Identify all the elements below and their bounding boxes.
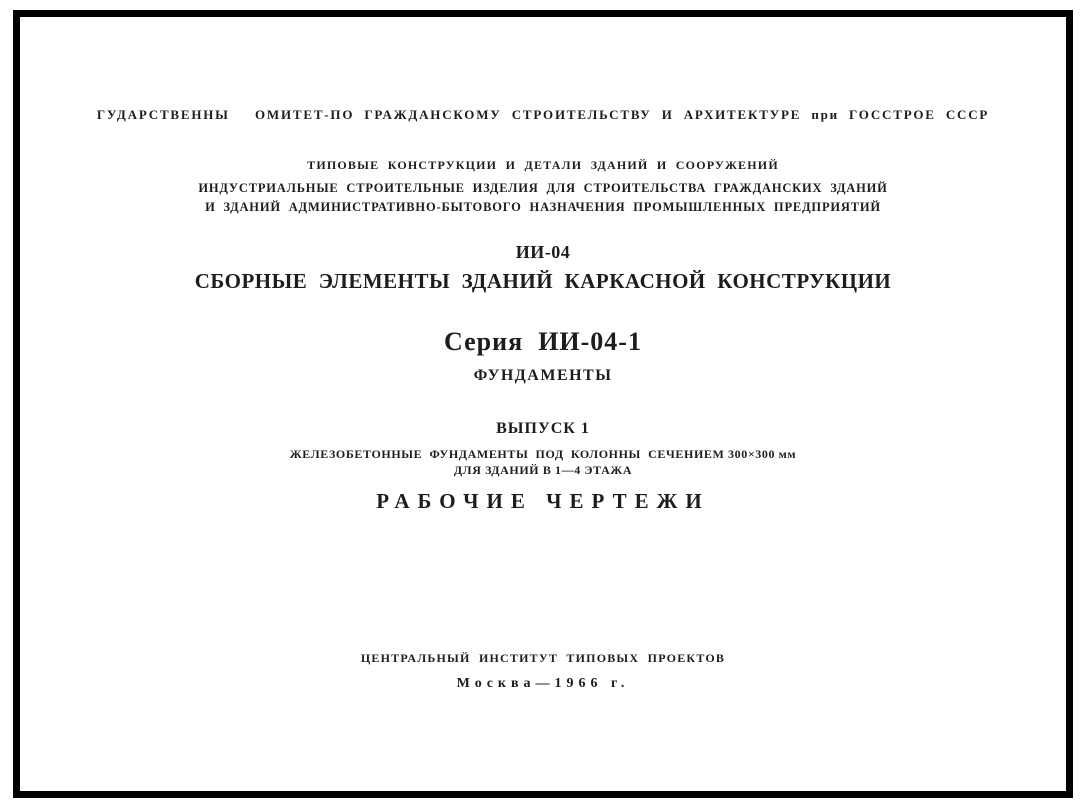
issue-description-line-1: ЖЕЛЕЗОБЕТОННЫЕ ФУНДАМЕНТЫ ПОД КОЛОННЫ СЕЧЕНИЕМ 300×300 мм [289, 447, 797, 461]
industrial-products-line-2: И ЗДАНИЙ АДМИНИСТРАТИВНО-БЫТОВОГО НАЗНАЧЕНИЯ ПРОМЫШЛЕННЫХ ПРЕДПРИЯТИЙ [205, 200, 881, 214]
state-committee-line: ГУДАРСТВЕННЫ ОМИТЕТ-ПО ГРАЖДАНСКОМУ СТРОИТЕЛЬСТВУ И АРХИТЕКТУРЕ при ГОССТРОЕ СССР [96, 107, 990, 122]
publisher-line: ЦЕНТРАЛЬНЫЙ ИНСТИТУТ ТИПОВЫХ ПРОЕКТОВ [360, 651, 726, 665]
working-drawings-title: РАБОЧИЕ ЧЕРТЕЖИ [376, 489, 710, 513]
issue-description-line-2: ДЛЯ ЗДАНИЙ В 1—4 ЭТАЖА [453, 463, 633, 477]
series-title: Серия ИИ-04-1 [444, 327, 642, 356]
main-title: СБОРНЫЕ ЭЛЕМЕНТЫ ЗДАНИЙ КАРКАСНОЙ КОНСТРУКЦИИ [194, 269, 892, 293]
city-year-imprint: Москва—1966 г. [456, 676, 630, 691]
industrial-products-line-1: ИНДУСТРИАЛЬНЫЕ СТРОИТЕЛЬНЫЕ ИЗДЕЛИЯ ДЛЯ СТРОИТЕЛЬСТВА ГРАЖДАНСКИХ ЗДАНИЙ [198, 181, 888, 195]
typical-structures-line: ТИПОВЫЕ КОНСТРУКЦИИ И ДЕТАЛИ ЗДАНИЙ И СООРУЖЕНИЙ [307, 158, 779, 172]
section-title-foundations: ФУНДАМЕНТЫ [473, 367, 613, 384]
page-border-frame [13, 10, 1073, 798]
series-code: ИИ-04 [515, 242, 571, 262]
issue-number: ВЫПУСК 1 [496, 420, 590, 437]
